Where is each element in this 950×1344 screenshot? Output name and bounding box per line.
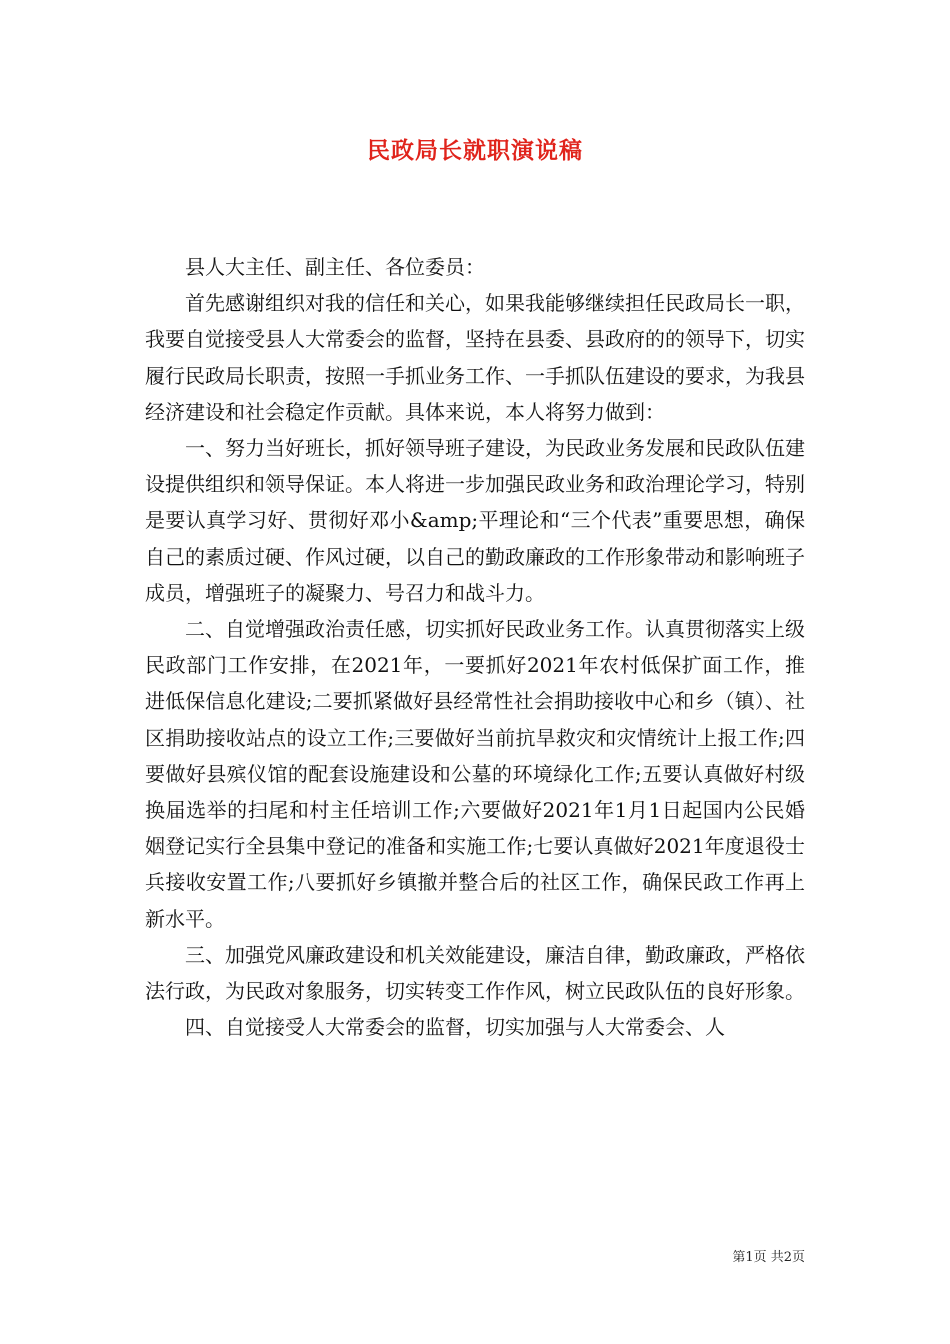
salutation-paragraph: 县人大主任、副主任、各位委员： — [185, 255, 485, 279]
point-three-paragraph: 三、加强党风廉政建设和机关效能建设，廉洁自律，勤政廉政，严格依法行政，为民政对象服务，切实转变工作作风，树立民政队伍的良好形象。 — [145, 942, 805, 1004]
page-number: 第1页 共2页 — [732, 1250, 805, 1265]
document-title: 民政局长就职演说稿 — [367, 137, 583, 164]
point-one-paragraph: 一、努力当好班长，抓好领导班子建设，为民政业务发展和民政队伍建设提供组织和领导保证。本人将进一步加强民政业务和政治理论学习，特别是要认真学习好、贯彻好邓小&amp;平理论和“三个代表”重要思想，确保自己的素质过硬、作风过硬，以自己的勤政廉政的工作形象带动和影响班子成员，增强班子的凝聚力、号召力和战斗力。 — [145, 436, 805, 605]
point-two-paragraph: 二、自觉增强政治责任感，切实抓好民政业务工作。认真贯彻落实上级民政部门工作安排，在2021年，一要抓好2021年农村低保扩面工作，推进低保信息化建设;二要抓紧做好县经常性社会捐助接收中心和乡（镇）、社区捐助接收站点的设立工作;三要做好当前抗旱救灾和灾情统计上报工作;四要做好县殡仪馆的配套设施建设和公墓的环境绿化工作;五要认真做好村级换届选举的扫尾和村主任培训工作;六要做好2021年1月1日起国内公民婚姻登记实行全县集中登记的准备和实施工作;七要认真做好2021年度退役士兵接收安置工作;八要抓好乡镇撤并整合后的社区工作，确保民政工作再上新水平。 — [145, 617, 805, 931]
document-body — [145, 249, 805, 1045]
intro-paragraph: 首先感谢组织对我的信任和关心，如果我能够继续担任民政局长一职，我要自觉接受县人大常委会的监督，坚持在县委、县政府的的领导下，切实履行民政局长职责，按照一手抓业务工作、一手抓队伍建设的要求，为我县经济建设和社会稳定作贡献。具体来说，本人将努力做到： — [145, 291, 805, 424]
point-four-paragraph: 四、自觉接受人大常委会的监督，切实加强与人大常委会、人 — [185, 1015, 725, 1040]
